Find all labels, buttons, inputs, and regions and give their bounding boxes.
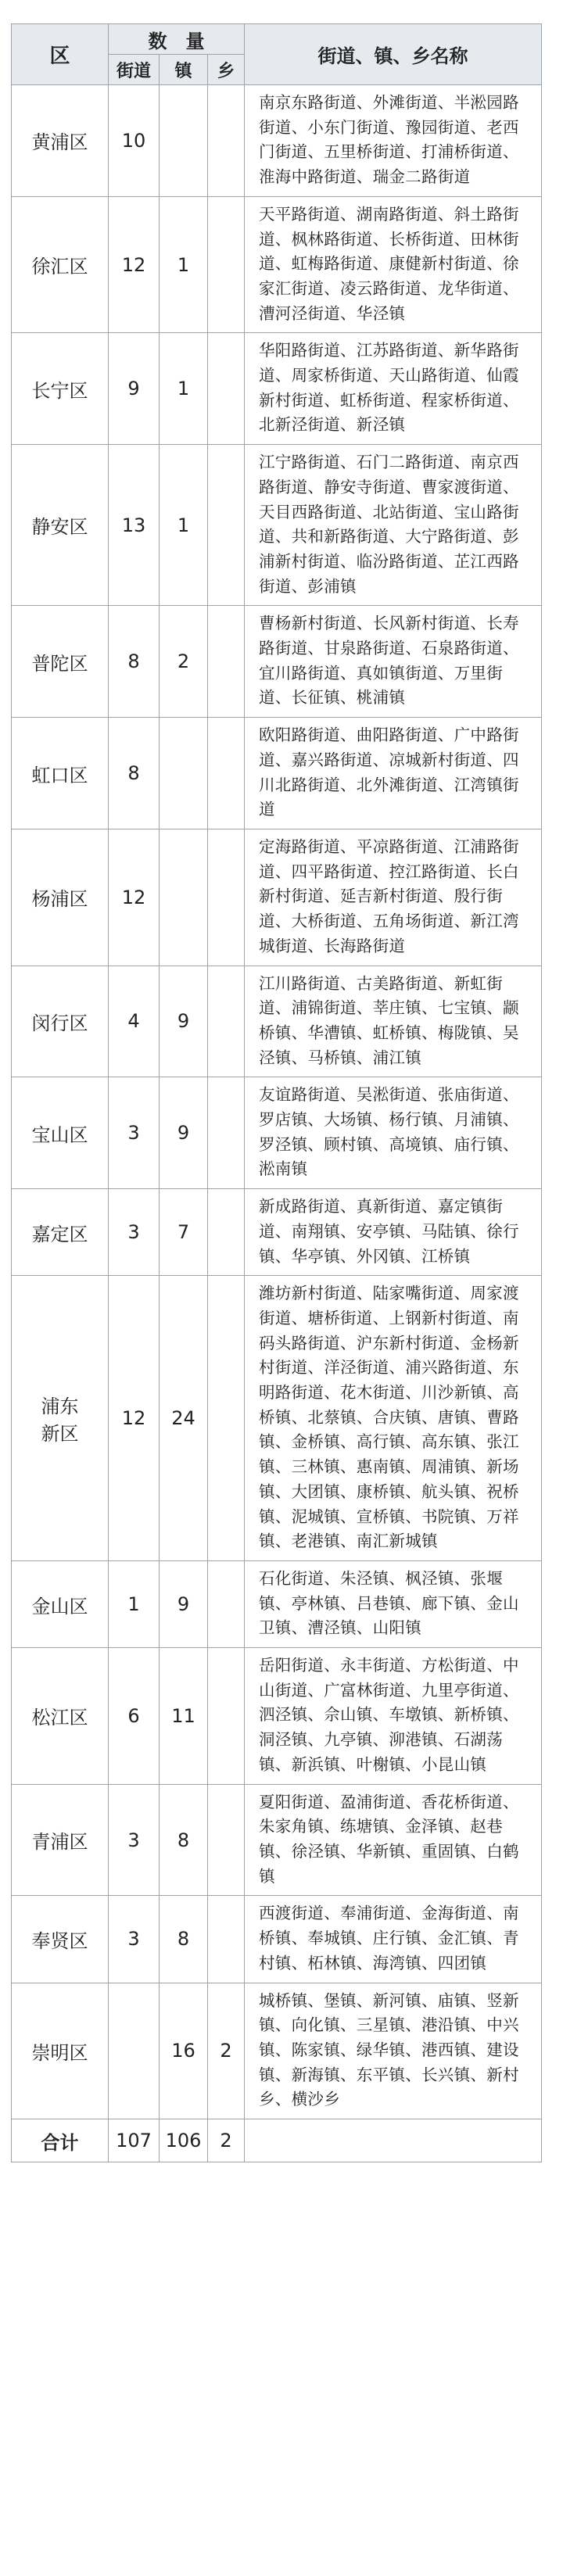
table-row <box>12 1276 542 1561</box>
xiang-count <box>208 606 245 718</box>
total-xiang: 2 <box>208 2119 245 2162</box>
table-row <box>12 1189 542 1276</box>
subdivision-names: 西渡街道、奉浦街道、金海街道、南桥镇、奉城镇、庄行镇、金汇镇、青村镇、柘林镇、海湾镇、四团镇 <box>245 1896 542 1983</box>
jiedao-count: 1 <box>109 1560 160 1647</box>
subdivision-names: 潍坊新村街道、陆家嘴街道、周家渡街道、塘桥街道、上钢新村街道、南码头路街道、沪东新村街道、金杨新村街道、洋泾街道、浦兴路街道、东明路街道、花木街道、川沙新镇、高桥镇、北蔡镇、合庆镇、唐镇、曹路镇、金桥镇、高行镇、高东镇、张江镇、三林镇、惠南镇、周浦镇、新场镇、大团镇、康桥镇、航头镇、祝桥镇、泥城镇、宣桥镇、书院镇、万祥镇、老港镇、南汇新城镇 <box>245 1276 542 1561</box>
district-name: 徐汇区 <box>12 196 109 333</box>
subdivision-names: 南京东路街道、外滩街道、半淞园路街道、小东门街道、豫园街道、老西门街道、五里桥街道、打浦桥街道、淮海中路街道、瑞金二路街道 <box>245 85 542 197</box>
zhen-count: 11 <box>160 1648 208 1785</box>
jiedao-count: 12 <box>109 1276 160 1561</box>
district-name: 长宁区 <box>12 333 109 445</box>
district-name: 虹口区 <box>12 718 109 829</box>
total-label: 合计 <box>12 2119 109 2162</box>
zhen-count: 1 <box>160 196 208 333</box>
header-jiedao: 街道 <box>109 55 160 85</box>
header-zhen: 镇 <box>160 55 208 85</box>
zhen-count: 1 <box>160 333 208 445</box>
header-names: 街道、镇、乡名称 <box>245 24 542 85</box>
district-name: 嘉定区 <box>12 1189 109 1276</box>
jiedao-count: 4 <box>109 966 160 1077</box>
district-name: 金山区 <box>12 1560 109 1647</box>
subdivision-names: 曹杨新村街道、长风新村街道、长寿路街道、甘泉路街道、石泉路街道、宜川路街道、真如镇街道、万里街道、长征镇、桃浦镇 <box>245 606 542 718</box>
zhen-count <box>160 85 208 197</box>
total-jiedao: 107 <box>109 2119 160 2162</box>
table-row <box>12 1896 542 1983</box>
district-name: 普陀区 <box>12 606 109 718</box>
subdivision-names: 定海路街道、平凉路街道、江浦路街道、四平路街道、控江路街道、长白新村街道、延吉新村街道、殷行街道、大桥街道、五角场街道、新江湾城街道、长海路街道 <box>245 829 542 966</box>
xiang-count <box>208 1077 245 1189</box>
subdivision-names: 夏阳街道、盈浦街道、香花桥街道、朱家角镇、练塘镇、金泽镇、赵巷镇、徐泾镇、华新镇、重固镇、白鹤镇 <box>245 1784 542 1896</box>
jiedao-count: 8 <box>109 606 160 718</box>
zhen-count: 2 <box>160 606 208 718</box>
xiang-count <box>208 1276 245 1561</box>
subdivision-names: 城桥镇、堡镇、新河镇、庙镇、竖新镇、向化镇、三星镇、港沿镇、中兴镇、陈家镇、绿华镇、港西镇、建设镇、新海镇、东平镇、长兴镇、新村乡、横沙乡 <box>245 1983 542 2119</box>
xiang-count <box>208 333 245 445</box>
subdivision-names: 石化街道、朱泾镇、枫泾镇、张堰镇、亭林镇、吕巷镇、廊下镇、金山卫镇、漕泾镇、山阳镇 <box>245 1560 542 1647</box>
table-row <box>12 1077 542 1189</box>
jiedao-count: 3 <box>109 1784 160 1896</box>
total-names-empty <box>245 2119 542 2162</box>
table-body <box>12 85 542 2119</box>
subdivision-names: 岳阳街道、永丰街道、方松街道、中山街道、广富林街道、九里亭街道、泗泾镇、佘山镇、车墩镇、新桥镇、洞泾镇、九亭镇、泖港镇、石湖荡镇、新浜镇、叶榭镇、小昆山镇 <box>245 1648 542 1785</box>
table-row <box>12 1983 542 2119</box>
zhen-count: 24 <box>160 1276 208 1561</box>
subdivision-names: 天平路街道、湖南路街道、斜土路街道、枫林路街道、长桥街道、田林街道、虹梅路街道、康健新村街道、徐家汇街道、凌云路街道、龙华街道、漕河泾街道、华泾镇 <box>245 196 542 333</box>
jiedao-count: 12 <box>109 829 160 966</box>
xiang-count <box>208 1896 245 1983</box>
subdivision-names: 华阳路街道、江苏路街道、新华路街道、周家桥街道、天山路街道、仙霞新村街道、虹桥街道、程家桥街道、北新泾街道、新泾镇 <box>245 333 542 445</box>
jiedao-count: 3 <box>109 1896 160 1983</box>
jiedao-count <box>109 1983 160 2119</box>
zhen-count: 8 <box>160 1896 208 1983</box>
district-name-line: 浦东 <box>41 1395 79 1418</box>
xiang-count <box>208 829 245 966</box>
district-name: 闵行区 <box>12 966 109 1077</box>
xiang-count <box>208 445 245 606</box>
zhen-count: 1 <box>160 445 208 606</box>
xiang-count <box>208 1560 245 1647</box>
zhen-count <box>160 718 208 829</box>
jiedao-count: 13 <box>109 445 160 606</box>
xiang-count: 2 <box>208 1983 245 2119</box>
district-name: 青浦区 <box>12 1784 109 1896</box>
total-zhen: 106 <box>160 2119 208 2162</box>
subdivision-names: 江川路街道、古美路街道、新虹街道、浦锦街道、莘庄镇、七宝镇、颛桥镇、华漕镇、虹桥镇、梅陇镇、吴泾镇、马桥镇、浦江镇 <box>245 966 542 1077</box>
jiedao-count: 3 <box>109 1189 160 1276</box>
jiedao-count: 3 <box>109 1077 160 1189</box>
district-subdivision-table <box>11 23 542 2162</box>
zhen-count: 16 <box>160 1983 208 2119</box>
district-name: 奉贤区 <box>12 1896 109 1983</box>
district-name-line: 新区 <box>41 1423 79 1446</box>
jiedao-count: 12 <box>109 196 160 333</box>
zhen-count <box>160 829 208 966</box>
subdivision-names: 江宁路街道、石门二路街道、南京西路街道、静安寺街道、曹家渡街道、天目西路街道、北站街道、宝山路街道、共和新路街道、大宁路街道、彭浦新村街道、临汾路街道、芷江西路街道、彭浦镇 <box>245 445 542 606</box>
xiang-count <box>208 1784 245 1896</box>
table-row <box>12 1784 542 1896</box>
zhen-count: 9 <box>160 966 208 1077</box>
table-row <box>12 1648 542 1785</box>
subdivision-names: 欧阳路街道、曲阳路街道、广中路街道、嘉兴路街道、凉城新村街道、四川北路街道、北外滩街道、江湾镇街道 <box>245 718 542 829</box>
table-row <box>12 829 542 966</box>
district-name: 松江区 <box>12 1648 109 1785</box>
district-name: 静安区 <box>12 445 109 606</box>
table-row <box>12 196 542 333</box>
table-row <box>12 606 542 718</box>
zhen-count: 8 <box>160 1784 208 1896</box>
zhen-count: 9 <box>160 1560 208 1647</box>
header-district: 区 <box>12 24 109 85</box>
header-quantity: 数 量 <box>109 24 245 55</box>
header-xiang: 乡 <box>208 55 245 85</box>
xiang-count <box>208 85 245 197</box>
xiang-count <box>208 718 245 829</box>
jiedao-count: 8 <box>109 718 160 829</box>
district-name: 宝山区 <box>12 1077 109 1189</box>
zhen-count: 9 <box>160 1077 208 1189</box>
jiedao-count: 6 <box>109 1648 160 1785</box>
jiedao-count: 9 <box>109 333 160 445</box>
xiang-count <box>208 966 245 1077</box>
table-row <box>12 1560 542 1647</box>
jiedao-count: 10 <box>109 85 160 197</box>
xiang-count <box>208 196 245 333</box>
xiang-count <box>208 1648 245 1785</box>
total-row <box>12 2119 542 2162</box>
zhen-count: 7 <box>160 1189 208 1276</box>
table-row <box>12 85 542 197</box>
table-row <box>12 966 542 1077</box>
district-name: 黄浦区 <box>12 85 109 197</box>
table-row <box>12 718 542 829</box>
subdivision-names: 友谊路街道、吴淞街道、张庙街道、罗店镇、大场镇、杨行镇、月浦镇、罗泾镇、顾村镇、高境镇、庙行镇、淞南镇 <box>245 1077 542 1189</box>
table-row <box>12 333 542 445</box>
district-name: 崇明区 <box>12 1983 109 2119</box>
district-name: 杨浦区 <box>12 829 109 966</box>
xiang-count <box>208 1189 245 1276</box>
district-name <box>12 1276 109 1561</box>
table-row <box>12 445 542 606</box>
subdivision-names: 新成路街道、真新街道、嘉定镇街道、南翔镇、安亭镇、马陆镇、徐行镇、华亭镇、外冈镇、江桥镇 <box>245 1189 542 1276</box>
